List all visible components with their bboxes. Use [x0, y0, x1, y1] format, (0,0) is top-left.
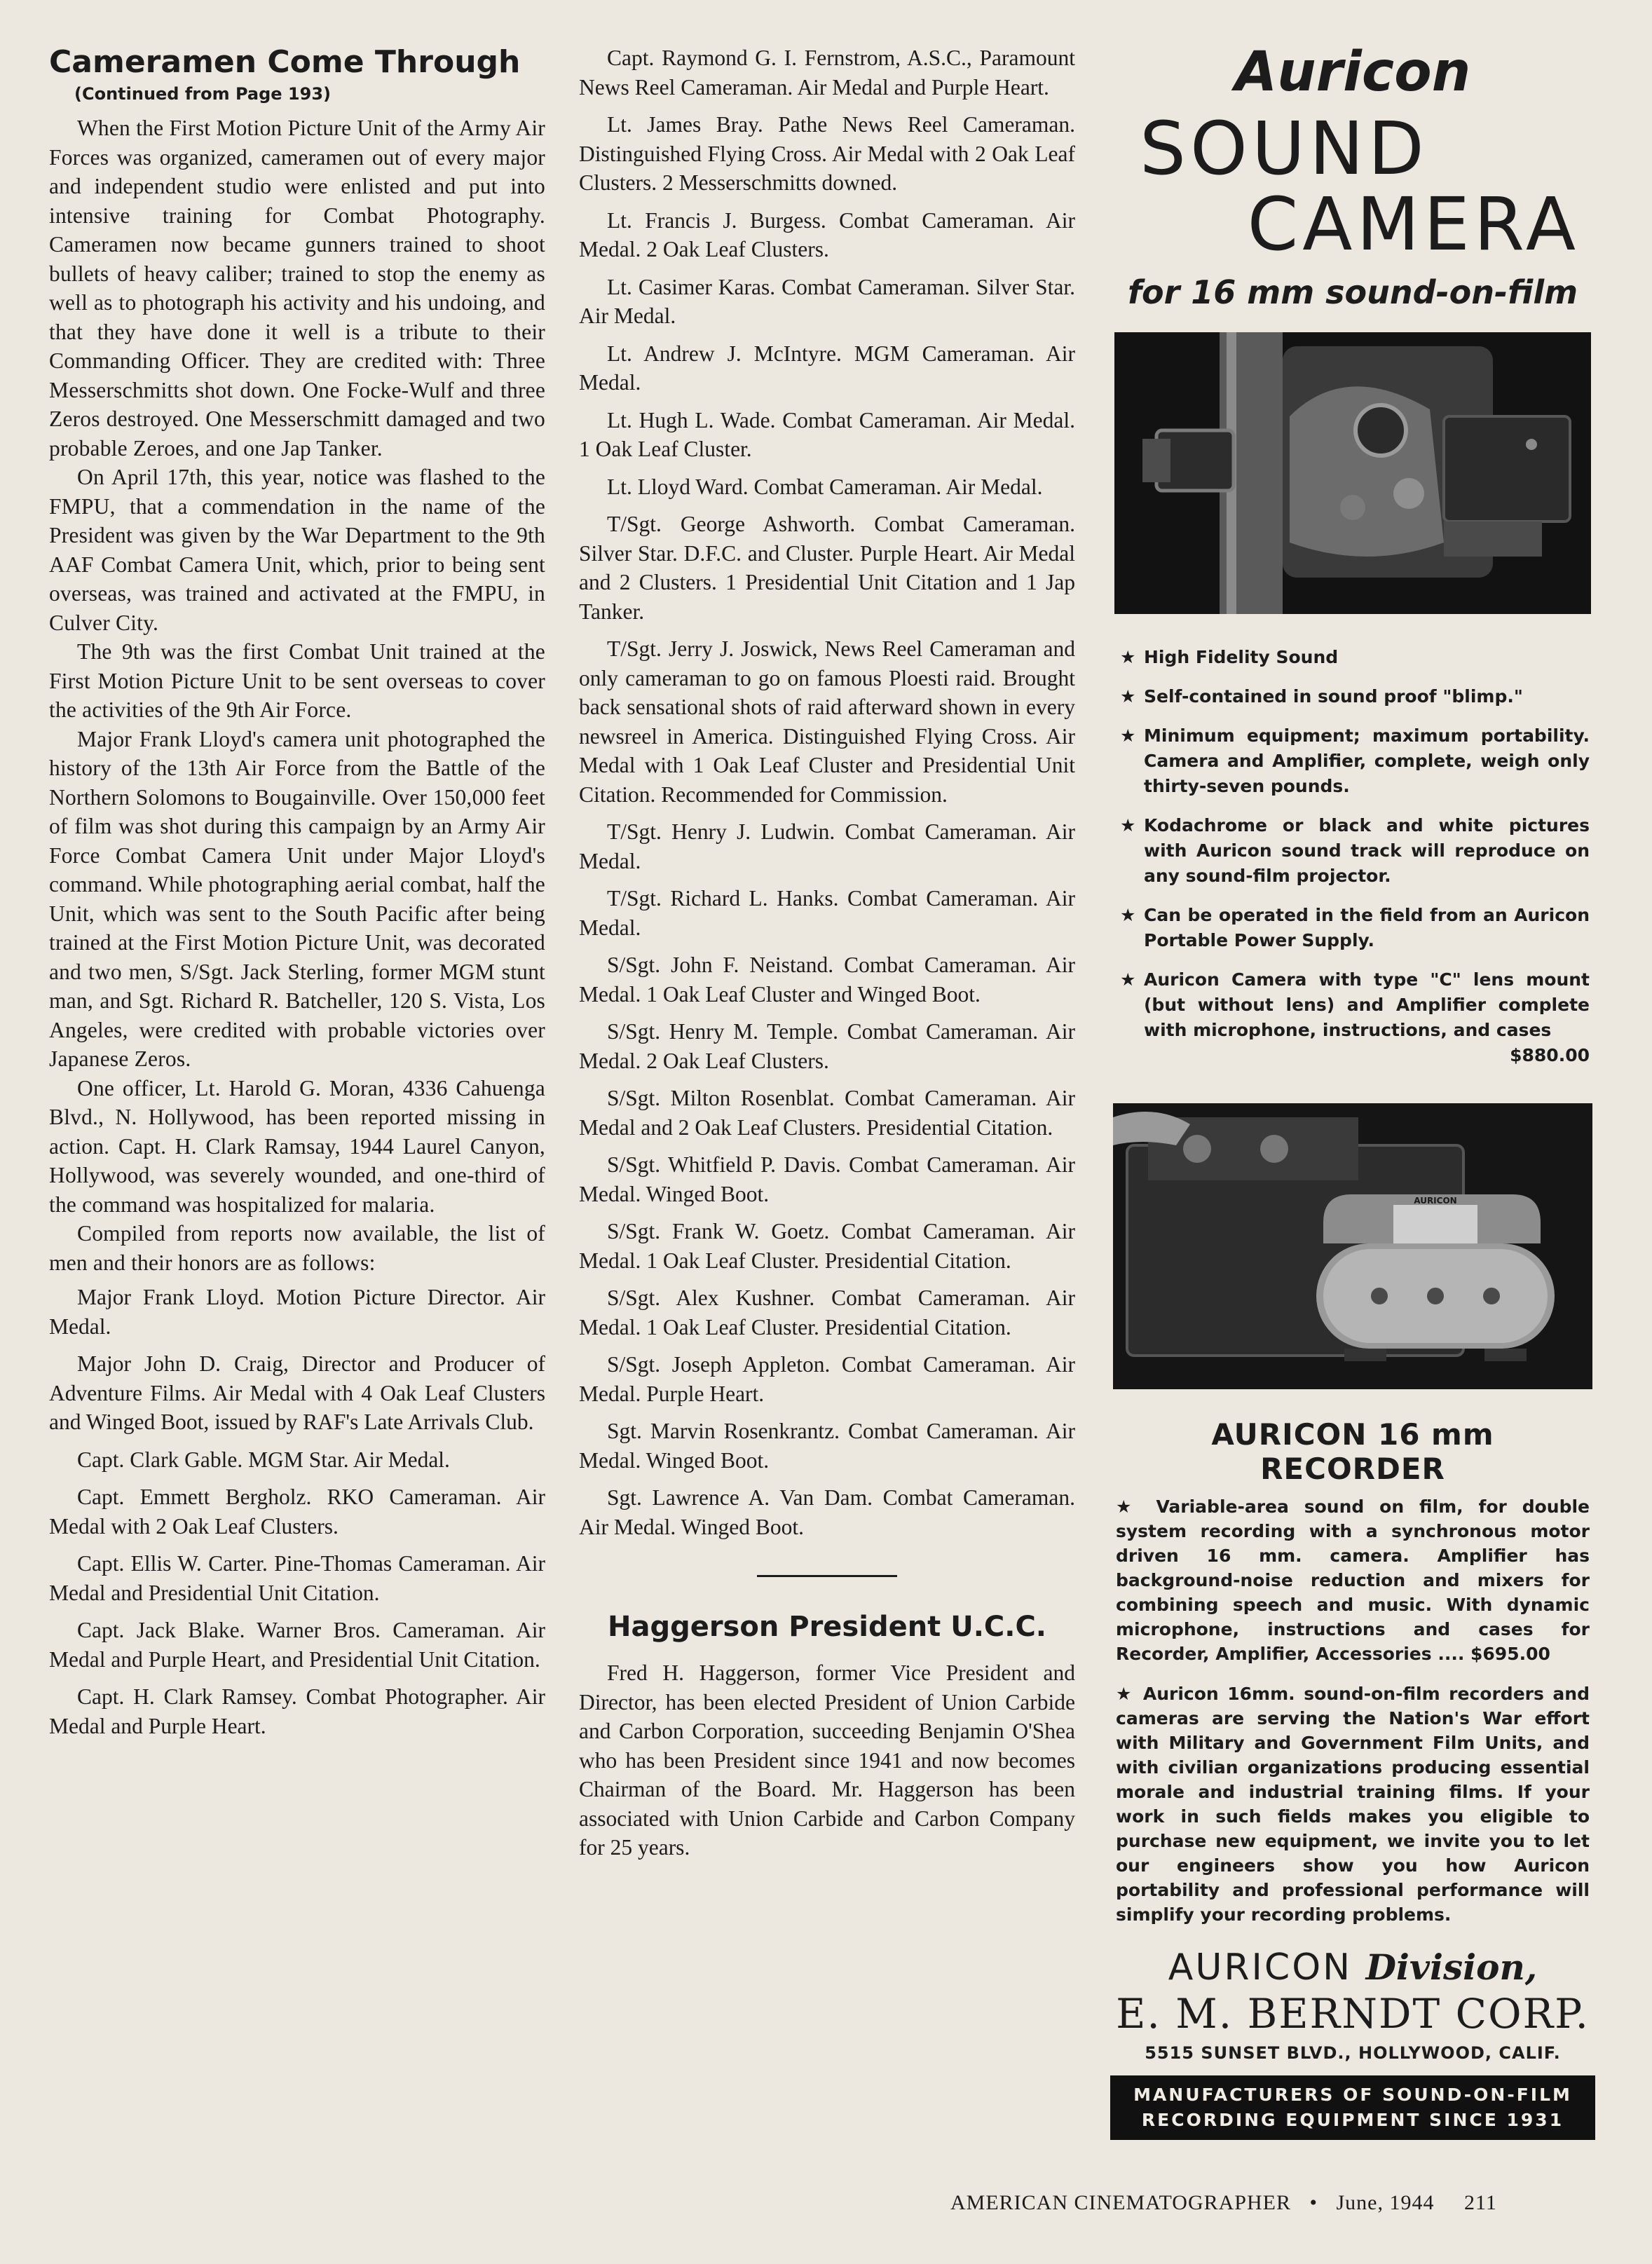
recorder-title: AURICON 16 mm RECORDER	[1211, 1417, 1494, 1486]
honor-entry: Lt. James Bray. Pathe News Reel Cameraman. Distinguished Flying Cross. Air Medal with 2 Oak Leaf Clusters. 2 Messerschmitts downed.	[579, 112, 1075, 195]
division-line	[1116, 1946, 1590, 1989]
star-icon: ★	[1116, 1684, 1143, 1704]
honor-entry: T/Sgt. Jerry J. Joswick, News Reel Cameraman and only cameraman to go on famous Ploesti raid. Brought back sensational shots of raid afterward shown in every newsreel in America. Distinguished Flying Cross. Air Medal with 1 Oak Leaf Cluster and Presidential Unit Citation. Recommended for Commission.	[579, 636, 1075, 807]
star-icon: ★	[1120, 647, 1136, 667]
article-column-1	[49, 43, 545, 1749]
feature-item: ★ Self-contained in sound proof "blimp."	[1116, 684, 1590, 709]
honor-entry: T/Sgt. Henry J. Ludwin. Combat Cameraman. Air Medal.	[579, 819, 1075, 873]
honor-entry: Lt. Andrew J. McIntyre. MGM Cameraman. Air Medal.	[579, 341, 1075, 395]
section-divider	[757, 1575, 897, 1577]
article-body	[49, 114, 545, 1277]
honor-entry: Capt. Raymond G. I. Fernstrom, A.S.C., Paramount News Reel Cameraman. Air Medal and Purple Heart.	[579, 46, 1075, 100]
honor-entry: T/Sgt. Richard L. Hanks. Combat Cameraman. Air Medal.	[579, 886, 1075, 940]
ad-headline-sound: SOUND	[1140, 106, 1428, 191]
camera-price: $880.00	[1510, 1045, 1590, 1065]
honor-entry: Sgt. Lawrence A. Van Dam. Combat Cameraman. Air Medal. Winged Boot.	[579, 1485, 1075, 1539]
recorder-description: ★ Variable-area sound on film, for double system recording with a synchronous motor driven 16 mm. camera. Amplifier has background-noise reduction and mixers for combining speech and music. With dynamic microphone, instructions and cases for Recorder, Amplifier, Accessories .... $695.00	[1116, 1496, 1590, 1664]
ad-brand: Auricon	[1234, 41, 1471, 104]
star-icon: ★	[1120, 725, 1136, 746]
honor-entry: S/Sgt. Joseph Appleton. Combat Cameraman. Air Medal. Purple Heart.	[579, 1352, 1075, 1406]
honor-entry: Sgt. Marvin Rosenkrantz. Combat Cameraman. Air Medal. Winged Boot.	[579, 1419, 1075, 1473]
recorder-photo	[1113, 1103, 1592, 1389]
honor-entry: Major Frank Lloyd. Motion Picture Director. Air Medal.	[49, 1285, 545, 1339]
page-footer	[950, 2191, 1581, 2215]
company-address: 5515 SUNSET BLVD., HOLLYWOOD, CALIF.	[1145, 2043, 1561, 2063]
article-title: Cameramen Come Through	[49, 44, 521, 80]
sound-camera-photo	[1114, 332, 1591, 614]
feature-list	[1116, 645, 1590, 1068]
paragraph: On April 17th, this year, notice was flashed to the FMPU, that a commendation in the name of the President was given by the War Department to the 9th AAF Combat Camera Unit, which, prior to being sent overseas, was trained and activated at the FMPU, in Culver City.	[49, 465, 545, 635]
auricon-advertisement	[1116, 41, 1590, 2140]
paragraph: The 9th was the first Combat Unit trained at the First Motion Picture Unit to be sent overseas to cover the activities of the 9th Air Force.	[49, 639, 545, 722]
banner-line: MANUFACTURERS OF SOUND-ON-FILM	[1133, 2085, 1572, 2105]
recorder-plate-label: AURICON	[1414, 1196, 1457, 1206]
star-icon: ★	[1120, 905, 1136, 925]
recorder-illustration	[1113, 1103, 1592, 1389]
manufacturer-banner	[1110, 2075, 1595, 2140]
paragraph: Compiled from reports now available, the list of men and their honors are as follows:	[49, 1221, 545, 1275]
honor-entry: Lt. Casimer Karas. Combat Cameraman. Silver Star. Air Medal.	[579, 274, 1075, 328]
feature-item: ★ Minimum equipment; maximum portability. Camera and Amplifier, complete, weigh only thirty-seven pounds.	[1116, 723, 1590, 799]
honor-entry: Major John D. Craig, Director and Producer of Adventure Films. Air Medal with 4 Oak Leaf Clusters and Winged Boot, issued by RAF's Late Arrivals Club.	[49, 1351, 545, 1434]
ad-headline-camera: CAMERA	[1247, 182, 1580, 267]
honor-entry: Lt. Francis J. Burgess. Combat Cameraman. Air Medal. 2 Oak Leaf Clusters.	[579, 207, 1075, 261]
company-name: E. M. BERNDT CORP.	[1116, 1990, 1590, 2038]
ad-tagline: for 16 mm sound-on-film	[1127, 273, 1578, 311]
honor-entry: S/Sgt. Frank W. Goetz. Combat Cameraman. Air Medal. 1 Oak Leaf Cluster. Presidential Citation.	[579, 1219, 1075, 1273]
honor-entry: Capt. Emmett Bergholz. RKO Cameraman. Air Medal with 2 Oak Leaf Clusters.	[49, 1485, 545, 1539]
honor-entry: Capt. Ellis W. Carter. Pine-Thomas Cameraman. Air Medal and Presidential Unit Citation.	[49, 1551, 545, 1605]
paragraph: Major Frank Lloyd's camera unit photographed the history of the 13th Air Force from the Battle of the Northern Solomons to Bougainville. Over 150,000 feet of film was shot during this campaign by an Army Air Force Combat Camera Unit under Major Lloyd's command. While photographing aerial combat, half the Unit, which was sent to the South Pacific after being trained at the First Motion Picture Unit, was decorated and two men, S/Sgt. Jack Sterling, former MGM stunt man, and Sgt. Richard R. Batcheller, 120 S. Vista, Los Angeles, were credited with probable victories over Japanese Zeros.	[49, 726, 545, 1071]
star-icon: ★	[1120, 815, 1136, 836]
paragraph: When the First Motion Picture Unit of the Army Air Forces was organized, cameramen out of every major and independent studio were enlisted and put into intensive training for Combat Photography. Cameramen now became gunners trained to shoot bullets of heavy caliber; trained to stop the enemy as well as to photograph his activity and his undoing, and that they have done it well is a tribute to their Commanding Officer. They are credited with: Three Messerschmitts shot down. One Focke-Wulf and three Zeros destroyed. One Messerschmitt damaged and two probable Zeroes, and one Jap Tanker.	[49, 116, 545, 461]
honor-entry: S/Sgt. Alex Kushner. Combat Cameraman. Air Medal. 1 Oak Leaf Cluster. Presidential Citation.	[579, 1286, 1075, 1339]
honor-entry: S/Sgt. John F. Neistand. Combat Cameraman. Air Medal. 1 Oak Leaf Cluster and Winged Boot.	[579, 953, 1075, 1007]
star-icon: ★	[1116, 1496, 1156, 1517]
division-name: AURICON	[1168, 1946, 1353, 1989]
honor-entry: S/Sgt. Henry M. Temple. Combat Cameraman. Air Medal. 2 Oak Leaf Clusters.	[579, 1019, 1075, 1073]
honor-entry: Capt. H. Clark Ramsey. Combat Photographer. Air Medal and Purple Heart.	[49, 1684, 545, 1738]
honor-entry: Lt. Hugh L. Wade. Combat Cameraman. Air Medal. 1 Oak Leaf Cluster.	[579, 407, 1075, 461]
honors-list-continued	[579, 43, 1075, 1541]
article-2-body: Fred H. Haggerson, former Vice President and Director, has been elected President of Union Carbide and Carbon Corporation, succeeding Benjamin O'Shea who has been President since 1941 and now becomes Chairman of the Board. Mr. Haggerson has been associated with Union Carbide and Carbon Company for 25 years.	[579, 1661, 1075, 1860]
camera-illustration	[1114, 332, 1591, 614]
honor-entry: S/Sgt. Milton Rosenblat. Combat Cameraman. Air Medal and 2 Oak Leaf Clusters. Presidential Citation.	[579, 1086, 1075, 1140]
page-number: 211	[1464, 2191, 1497, 2214]
division-word: Division,	[1365, 1946, 1538, 1988]
article-column-2	[579, 43, 1075, 1871]
feature-item: ★ Auricon Camera with type "C" lens mount (but without lens) and Amplifier complete with microphone, instructions, and cases $880.00	[1116, 967, 1590, 1068]
honor-entry: Capt. Jack Blake. Warner Bros. Cameraman. Air Medal and Purple Heart, and Presidential Unit Citation.	[49, 1618, 545, 1672]
honors-list	[49, 1283, 545, 1740]
continued-note: (Continued from Page 193)	[74, 84, 331, 104]
honor-entry: T/Sgt. George Ashworth. Combat Cameraman. Silver Star. D.F.C. and Cluster. Purple Heart. Air Medal and 2 Clusters. 1 Presidential Unit Citation and 1 Jap Tanker.	[579, 512, 1075, 624]
star-icon: ★	[1120, 969, 1136, 990]
paragraph: One officer, Lt. Harold G. Moran, 4336 Cahuenga Blvd., N. Hollywood, has been reported missing in action. Capt. H. Clark Ramsay, 1944 Laurel Canyon, Hollywood, was severely wounded, and one-third of the command was hospitalized for malaria.	[49, 1075, 545, 1217]
feature-item: ★ Can be operated in the field from an Auricon Portable Power Supply.	[1116, 903, 1590, 953]
honor-entry: Lt. Lloyd Ward. Combat Cameraman. Air Medal.	[607, 474, 1043, 499]
issue-date: June, 1944	[1336, 2191, 1435, 2214]
magazine-name: AMERICAN CINEMATOGRAPHER	[950, 2191, 1291, 2214]
honor-entry: S/Sgt. Whitfield P. Davis. Combat Cameraman. Air Medal. Winged Boot.	[579, 1152, 1075, 1206]
feature-item: ★ High Fidelity Sound	[1116, 645, 1590, 670]
promo-paragraph: ★ Auricon 16mm. sound-on-film recorders and cameras are serving the Nation's War effort with Military and Government Film Units, and with civilian organizations producing essential morale and industrial training films. If your work in such fields makes you eligible to purchase new equipment, we invite you to let our engineers show you how Auricon portability and professional performance will simplify your recording problems.	[1116, 1684, 1590, 1925]
footer-bullet: •	[1309, 2191, 1318, 2214]
honor-entry: Capt. Clark Gable. MGM Star. Air Medal.	[77, 1447, 450, 1472]
article-2-title: Haggerson President U.C.C.	[607, 1611, 1047, 1643]
feature-item: ★ Kodachrome or black and white pictures with Auricon sound track will reproduce on any sound-film projector.	[1116, 813, 1590, 889]
banner-line: RECORDING EQUIPMENT SINCE 1931	[1141, 2110, 1564, 2130]
star-icon: ★	[1120, 686, 1136, 707]
